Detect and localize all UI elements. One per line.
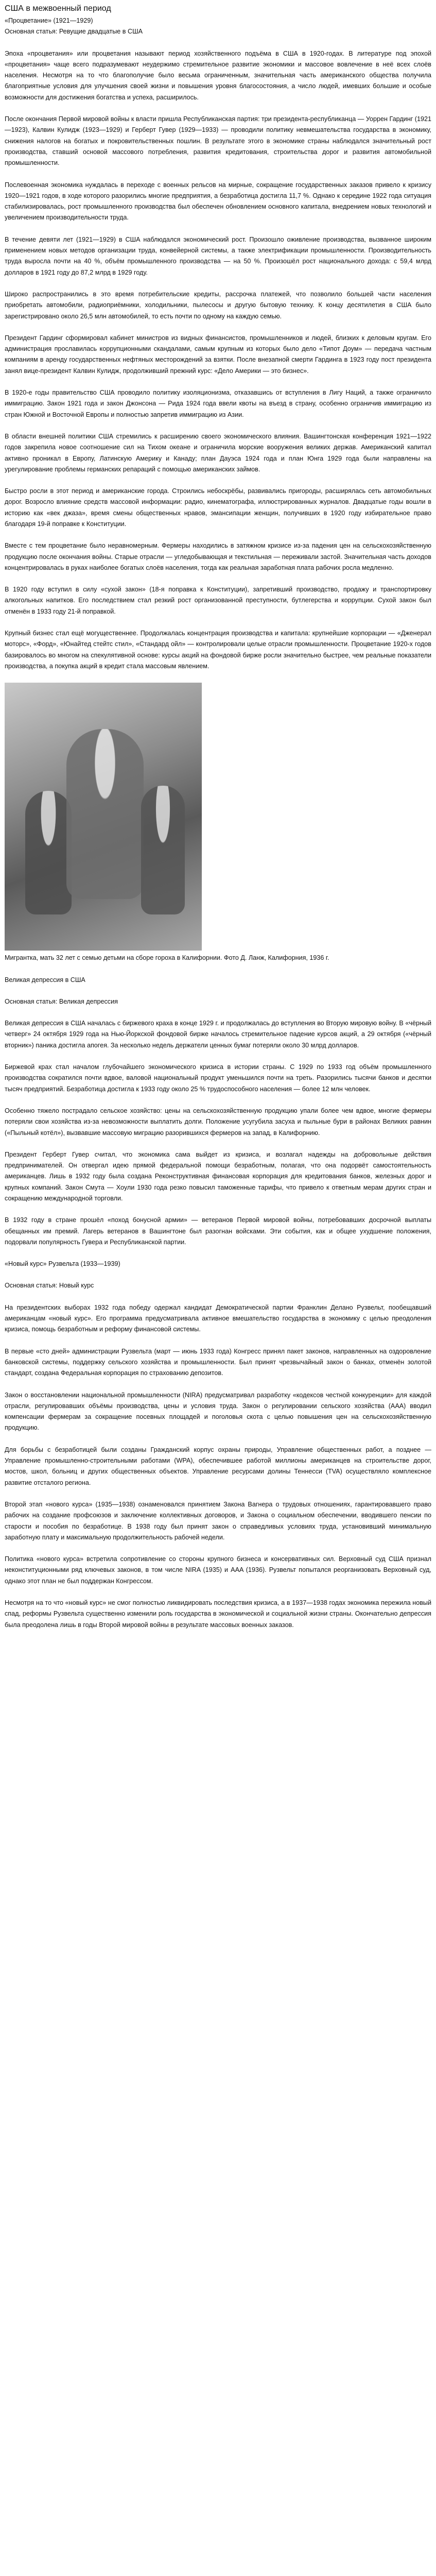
- article-paragraph: Второй этап «нового курса» (1935—1938) ознаменовался принятием Закона Вагнера о трудовых отношениях, гарантировавшего право рабочих на создание профсоюзов и заключение коллективных договоров, и Закона о социальном обеспечении, вводившего пенсии по старости и пособия по безработице. В 1938 году был принят закон о справедливых условиях труда, установивший минимальную заработную плату и максимальную продолжительность рабочей недели.: [5, 1500, 431, 1541]
- photo-child-left: [25, 791, 72, 914]
- article-paragraph: Широко распространились в это время потребительские кредиты, рассрочка платежей, что позволило большей части населения приобретать автомобили, радиоприёмники, холодильники, пылесосы и другую бытовую технику. К концу десятилетия в США было зарегистрировано около 26,5 млн автомобилей, то есть почти по одному на каждую семью.: [5, 290, 431, 320]
- article-paragraph: Основная статья: Новый курс: [5, 1282, 94, 1290]
- article-paragraph: В 1920-е годы правительство США проводило политику изоляционизма, отказавшись от вступления в Лигу Наций, а также ограничило иммиграцию. Закон 1921 года и закон Джонсона — Рида 1924 года ввели квоты на въезд в страну, особенно ограничив иммиграцию из стран Южной и Восточной Европы и полностью запретив иммиграцию из Азии.: [5, 389, 431, 418]
- article-paragraph: В области внешней политики США стремились к расширению своего экономического влияния. Вашингтонская конференция 1921—1922 годов закрепила новое соотношение сил на Тихом океане и ограничила морские вооружения великих держав. Американский капитал активно проникал в Европу, Латинскую Америку и Канаду; план Дауэса 1924 года и план Юнга 1929 года были направлены на урегулирование проблемы германских репараций с помощью американских займов.: [5, 432, 431, 473]
- article-paragraph: Эпоха «процветания» или процветания называют период хозяйственного подъёма в США в 1920-годах. В литературе под эпохой «процветания» чаще всего подразумевают неудержимо стремительное развитие экономики и массовое вовлечение в неё всех слоёв населения. Несмотря на то что благополучие было весьма ограниченным, значительная часть американского общества получила благоприятные условия для улучшения своей жизни и повышения уровня благосостояния, а число людей, имевших большие и особые возможности для достижения богатства и успеха, расширилось.: [5, 49, 431, 101]
- article-paragraph: На президентских выборах 1932 года победу одержал кандидат Демократической партии Франклин Делано Рузвельт, пообещавший американцам «новый курс». Его программа предусматривала активное вмешательство государства в экономику с целью преодоления кризиса, помощь безработным и реформу финансовой системы.: [5, 1303, 431, 1333]
- article-paragraph: Великая депрессия в США началась с биржевого краха в конце 1929 г. и продолжалась до вступления во Вторую мировую войну. В «чёрный четверг» 24 октября 1929 года на Нью-Йоркской фондовой бирже началось стремительное падение курсов акций, а 29 октября («чёрный вторник») паника достигла апогея. За несколько недель держатели ценных бумаг потеряли около 30 млрд долларов.: [5, 1020, 431, 1049]
- photo-mother-figure: [66, 729, 144, 899]
- article-heading-note[interactable]: Основная статья: Ревущие двадцатые в США: [5, 28, 143, 36]
- article-paragraph: Президент Гардинг сформировал кабинет министров из видных финансистов, промышленников и людей, близких к деловым кругам. Его администрация прославилась коррупционными скандалами, самым крупным из которых было дело «Типот Доум» — передача частным компаниям в аренду государственных нефтяных месторождений за взятки. После внезапной смерти Гардинга в 1923 году пост президента занял вице-президент Калвин Кулидж, продолживший прежний курс: «Дело Америки — это бизнес».: [5, 334, 431, 375]
- article-paragraph: Президент Герберт Гувер считал, что экономика сама выйдет из кризиса, и возлагал надежды на добровольные действия предпринимателей. Он отвергал идею прямой федеральной помощи безработным, полагая, что она подорвёт самостоятельность американцев. Лишь в 1932 году была создана Реконструктивная финансовая корпорация для кредитования банков, железных дорог и крупных компаний. Закон Смута — Хоули 1930 года резко повысил таможенные тарифы, что привело к ответным мерам других стран и сокращению международной торговли.: [5, 1150, 431, 1202]
- article-paragraph: В течение девяти лет (1921—1929) в США наблюдался экономический рост. Произошло оживление производства, вызванное широким применением новых методов организации труда, конвейерной системы, а также электрификации промышленности. Производительность труда выросла почти на 40 %, объём промышленного производства — на 50 %. Произошёл рост национального дохода: с 59,4 млрд долларов в 1921 году до 87,2 млрд в 1929 году.: [5, 235, 431, 276]
- article-meta: «Процветание» (1921—1929): [5, 17, 93, 24]
- article-paragraph: После окончания Первой мировой войны к власти пришла Республиканская партия: три президента-республиканца — Уоррен Гардинг (1921—1923), Калвин Кулидж (1923—1929) и Герберт Гувер (1929—1933) — проводили политику невмешательства государства в экономику, снижения налогов на богатых и покровительственных пошлин. В результате этого в экономике страны наблюдался значительный рост производства, ставший основой массового потребления, развития кредитования, строительства дорог и развития автомобильной промышленности.: [5, 115, 431, 167]
- body-section-after-photo: [5, 975, 431, 1631]
- article-paragraph: Несмотря на то что «новый курс» не смог полностью ликвидировать последствия кризиса, а в 1937—1938 годах экономика пережила новый спад, реформы Рузвельта существенно изменили роль государства в экономической и социальной жизни страны. Окончательно депрессия была преодолена лишь в годы Второй мировой войны в результате массовых военных заказов.: [5, 1599, 431, 1629]
- article-paragraph: Вместе с тем процветание было неравномерным. Фермеры находились в затяжном кризисе из-за падения цен на сельскохозяйственную продукцию после окончания войны. Старые отрасли — угледобывающая и текстильная — переживали застой. Значительная часть доходов концентрировалась в руках наиболее богатых слоёв населения, тогда как реальная заработная плата рабочих росла медленно.: [5, 542, 431, 571]
- article-paragraph: Великая депрессия в США: [5, 976, 85, 984]
- article-paragraph: В 1920 году вступил в силу «сухой закон» (18-я поправка к Конституции), запретивший производство, продажу и транспортировку алкогольных напитков. Его последствием стал резкий рост организованной преступности, бутлегерства и коррупции. Сухой закон был отменён в 1933 году 21-й поправкой.: [5, 586, 431, 615]
- article-paragraph: Основная статья: Великая депрессия: [5, 997, 118, 1005]
- migrant-mother-photo: [5, 683, 202, 951]
- article-paragraph: Политика «нового курса» встретила сопротивление со стороны крупного бизнеса и консервативных сил. Верховный суд США признал неконституционными ряд ключевых законов, в том числе NIRA (1935) и AAA (1936). Рузвельт попытался реорганизовать Верховный суд, однако этот план не был поддержан Конгрессом.: [5, 1555, 431, 1585]
- article-paragraph: Для борьбы с безработицей были созданы Гражданский корпус охраны природы, Управление общественных работ, а позднее — Управление промышленно-строительными работами (WPA), обеспечившее работой миллионы американцев на строительстве дорог, мостов, школ, больниц и других общественных объектов. Управление ресурсами долины Теннесси (TVA) осуществляло комплексное развитие отсталого региона.: [5, 1446, 431, 1486]
- article-paragraph: Биржевой крах стал началом глубочайшего экономического кризиса в истории страны. С 1929 по 1933 год объём промышленного производства сократился почти вдвое, валовой национальный продукт уменьшился почти на треть. Разорились тысячи банков и десятки тысяч предприятий. Безработица достигла к 1933 году около 25 % трудоспособного населения — более 12 млн человек.: [5, 1063, 431, 1093]
- photo-child-right: [141, 786, 185, 914]
- photo-caption: Мигрантка, мать 32 лет с семью детьми на сборе гороха в Калифорнии. Фото Д. Ланж, Калифорния, 1936 г.: [5, 954, 329, 962]
- article-paragraph: Особенно тяжело пострадало сельское хозяйство: цены на сельскохозяйственную продукцию упали более чем вдвое, многие фермеры потеряли свои хозяйства из-за невозможности выплатить долги. Положение усугубила засуха и пыльные бури в районах Великих равнин («Пыльный котёл»), вызвавшие массовую миграцию разорившихся фермеров на запад, в Калифорнию.: [5, 1107, 431, 1137]
- page-title: США в межвоенный период: [5, 4, 111, 13]
- article-paragraph: Крупный бизнес стал ещё могущественнее. Продолжалась концентрация производства и капитала: крупнейшие корпорации — «Дженерал моторс», «Форд», «Юнайтед стейтс стил», «Стандард ойл» — контролировали целые отрасли промышленности. Процветание 1920-х годов базировалось во многом на спекулятивной основе: курсы акций на фондовой бирже росли значительно быстрее, чем реальные показатели производства, а покупка акций в кредит стала массовым явлением.: [5, 630, 431, 670]
- body-section-before-photo: [5, 48, 431, 672]
- article-paragraph: «Новый курс» Рузвельта (1933—1939): [5, 1260, 120, 1268]
- photo-block: [5, 683, 431, 963]
- article-paragraph: Быстро росли в этот период и американские города. Строились небоскрёбы, развивались пригороды, расширялась сеть автомобильных дорог. Возросло влияние средств массовой информации: радио, кинематографа, иллюстрированных журналов. Двадцатые годы вошли в историю как «век джаза», время смены общественных нравов, эмансипации женщин, получивших в 1920 году избирательное право благодаря 19-й поправке к Конституции.: [5, 487, 431, 528]
- article-paragraph: В первые «сто дней» администрации Рузвельта (март — июнь 1933 года) Конгресс принял пакет законов, направленных на оздоровление банковской системы, поддержку сельского хозяйства и промышленности. Был принят чрезвычайный закон о банках, отменён золотой стандарт, создана Федеральная корпорация по страхованию депозитов.: [5, 1347, 431, 1377]
- article-paragraph: В 1932 году в стране прошёл «поход бонусной армии» — ветеранов Первой мировой войны, потребовавших досрочной выплаты обещанных им премий. Лагерь ветеранов в Вашингтоне был разогнан войсками. Эти события, как и общее ухудшение положения, подорвали популярность Гувера и Республиканской партии.: [5, 1216, 431, 1246]
- article-paragraph: Послевоенная экономика нуждалась в переходе с военных рельсов на мирные, сокращение государственных заказов привело к кризису 1920—1921 годов, в ходе которого разорились многие предприятия, а безработица достигла 11,7 %. Однако к середине 1922 года ситуация стабилизировалась, рост промышленного производства был обеспечен обновлением основного капитала, внедрением новых технологий и увеличением производительности труда.: [5, 181, 431, 222]
- article-paragraph: Закон о восстановлении национальной промышленности (NIRA) предусматривал разработку «кодексов честной конкуренции» для каждой отрасли, регулировавших объёмы производства, цены и условия труда. Закон о регулировании сельского хозяйства (AAA) вводил компенсации фермерам за сокращение посевных площадей и поголовья скота с целью повышения цен на сельскохозяйственную продукцию.: [5, 1391, 431, 1432]
